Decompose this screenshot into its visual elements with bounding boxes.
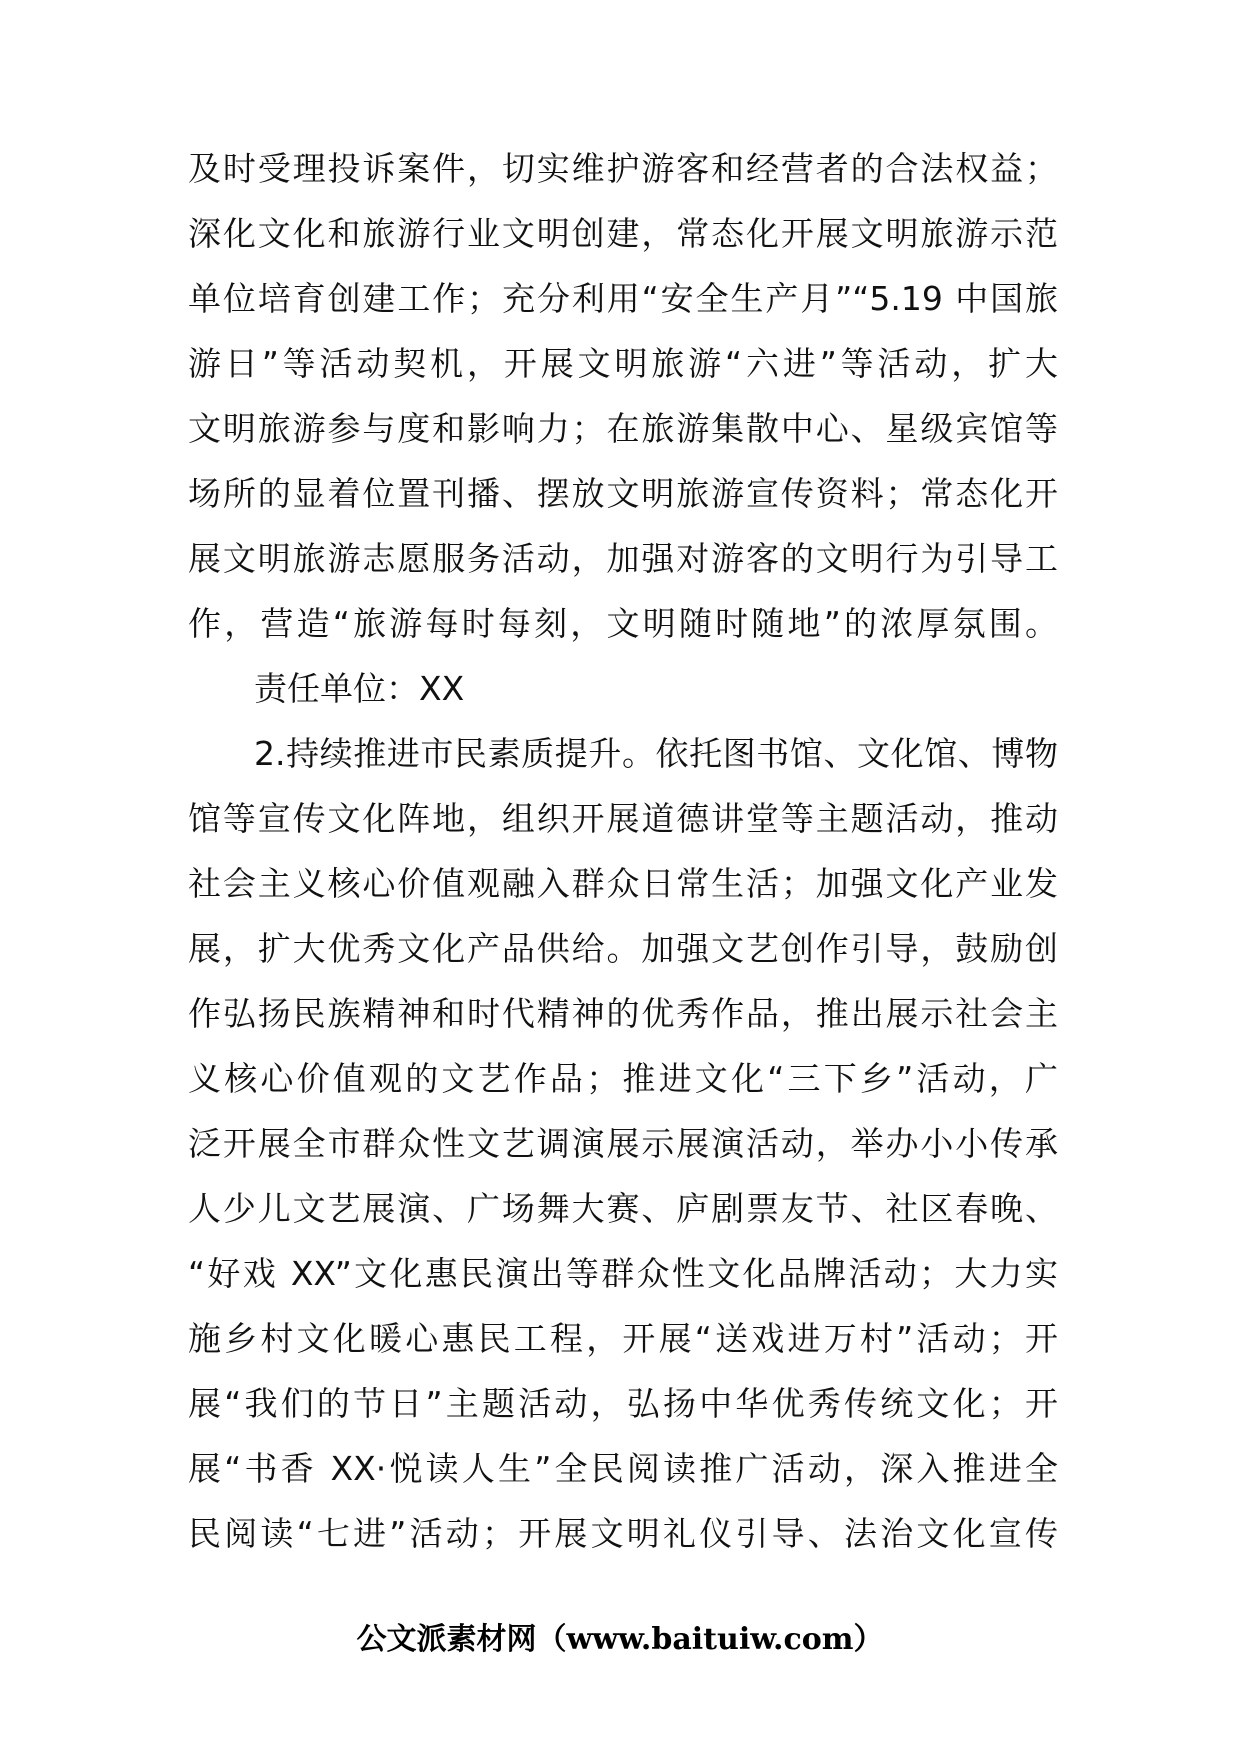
- paragraph-2-line-2: 馆等宣传文化阵地，组织开展道德讲堂等主题活动，推动: [188, 799, 1058, 838]
- paragraph-2-line-12: 展“书香 XX·悦读人生”全民阅读推广活动，深入推进全: [188, 1449, 1058, 1488]
- paragraph-2-line-6: 义核心价值观的文艺作品；推进文化“三下乡”活动，广: [188, 1059, 1058, 1098]
- paragraph-1-line-3: 单位培育创建工作；充分利用“安全生产月”“5.19 中国旅: [188, 279, 1058, 318]
- paragraph-1-line-1: 及时受理投诉案件，切实维护游客和经营者的合法权益；: [188, 149, 1058, 188]
- paragraph-2-line-7: 泛开展全市群众性文艺调演展示展演活动，举办小小传承: [188, 1124, 1058, 1163]
- paragraph-2-line-4: 展，扩大优秀文化产品供给。加强文艺创作引导，鼓励创: [188, 929, 1058, 968]
- paragraph-1-line-4: 游日”等活动契机，开展文明旅游“六进”等活动，扩大: [188, 344, 1058, 383]
- paragraph-2-line-9: “好戏 XX”文化惠民演出等群众性文化品牌活动；大力实: [188, 1254, 1058, 1293]
- paragraph-2-line-5: 作弘扬民族精神和时代精神的优秀作品，推出展示社会主: [188, 994, 1058, 1033]
- footer-watermark: 公文派素材网（www.baituiw.com）: [356, 1622, 884, 1657]
- paragraph-1-line-8: 作，营造“旅游每时每刻，文明随时随地”的浓厚氛围。: [188, 604, 1058, 643]
- paragraph-1-line-2: 深化文化和旅游行业文明创建，常态化开展文明旅游示范: [188, 214, 1058, 253]
- paragraph-2-line-10: 施乡村文化暖心惠民工程，开展“送戏进万村”活动；开: [188, 1319, 1058, 1358]
- paragraph-1-line-7: 展文明旅游志愿服务活动，加强对游客的文明行为引导工: [188, 539, 1058, 578]
- responsibility-unit: 责任单位：XX: [254, 669, 465, 708]
- paragraph-2-line-8: 人少儿文艺展演、广场舞大赛、庐剧票友节、社区春晚、: [188, 1189, 1058, 1228]
- paragraph-1-line-6: 场所的显着位置刊播、摆放文明旅游宣传资料；常态化开: [188, 474, 1058, 513]
- paragraph-2-line-3: 社会主义核心价值观融入群众日常生活；加强文化产业发: [188, 864, 1058, 903]
- paragraph-2-line-1: 2.持续推进市民素质提升。依托图书馆、文化馆、博物: [254, 734, 1058, 773]
- paragraph-2-line-13: 民阅读“七进”活动；开展文明礼仪引导、法治文化宣传: [188, 1514, 1058, 1553]
- paragraph-1-line-5: 文明旅游参与度和影响力；在旅游集散中心、星级宾馆等: [188, 409, 1058, 448]
- paragraph-2-line-11: 展“我们的节日”主题活动，弘扬中华优秀传统文化；开: [188, 1384, 1058, 1423]
